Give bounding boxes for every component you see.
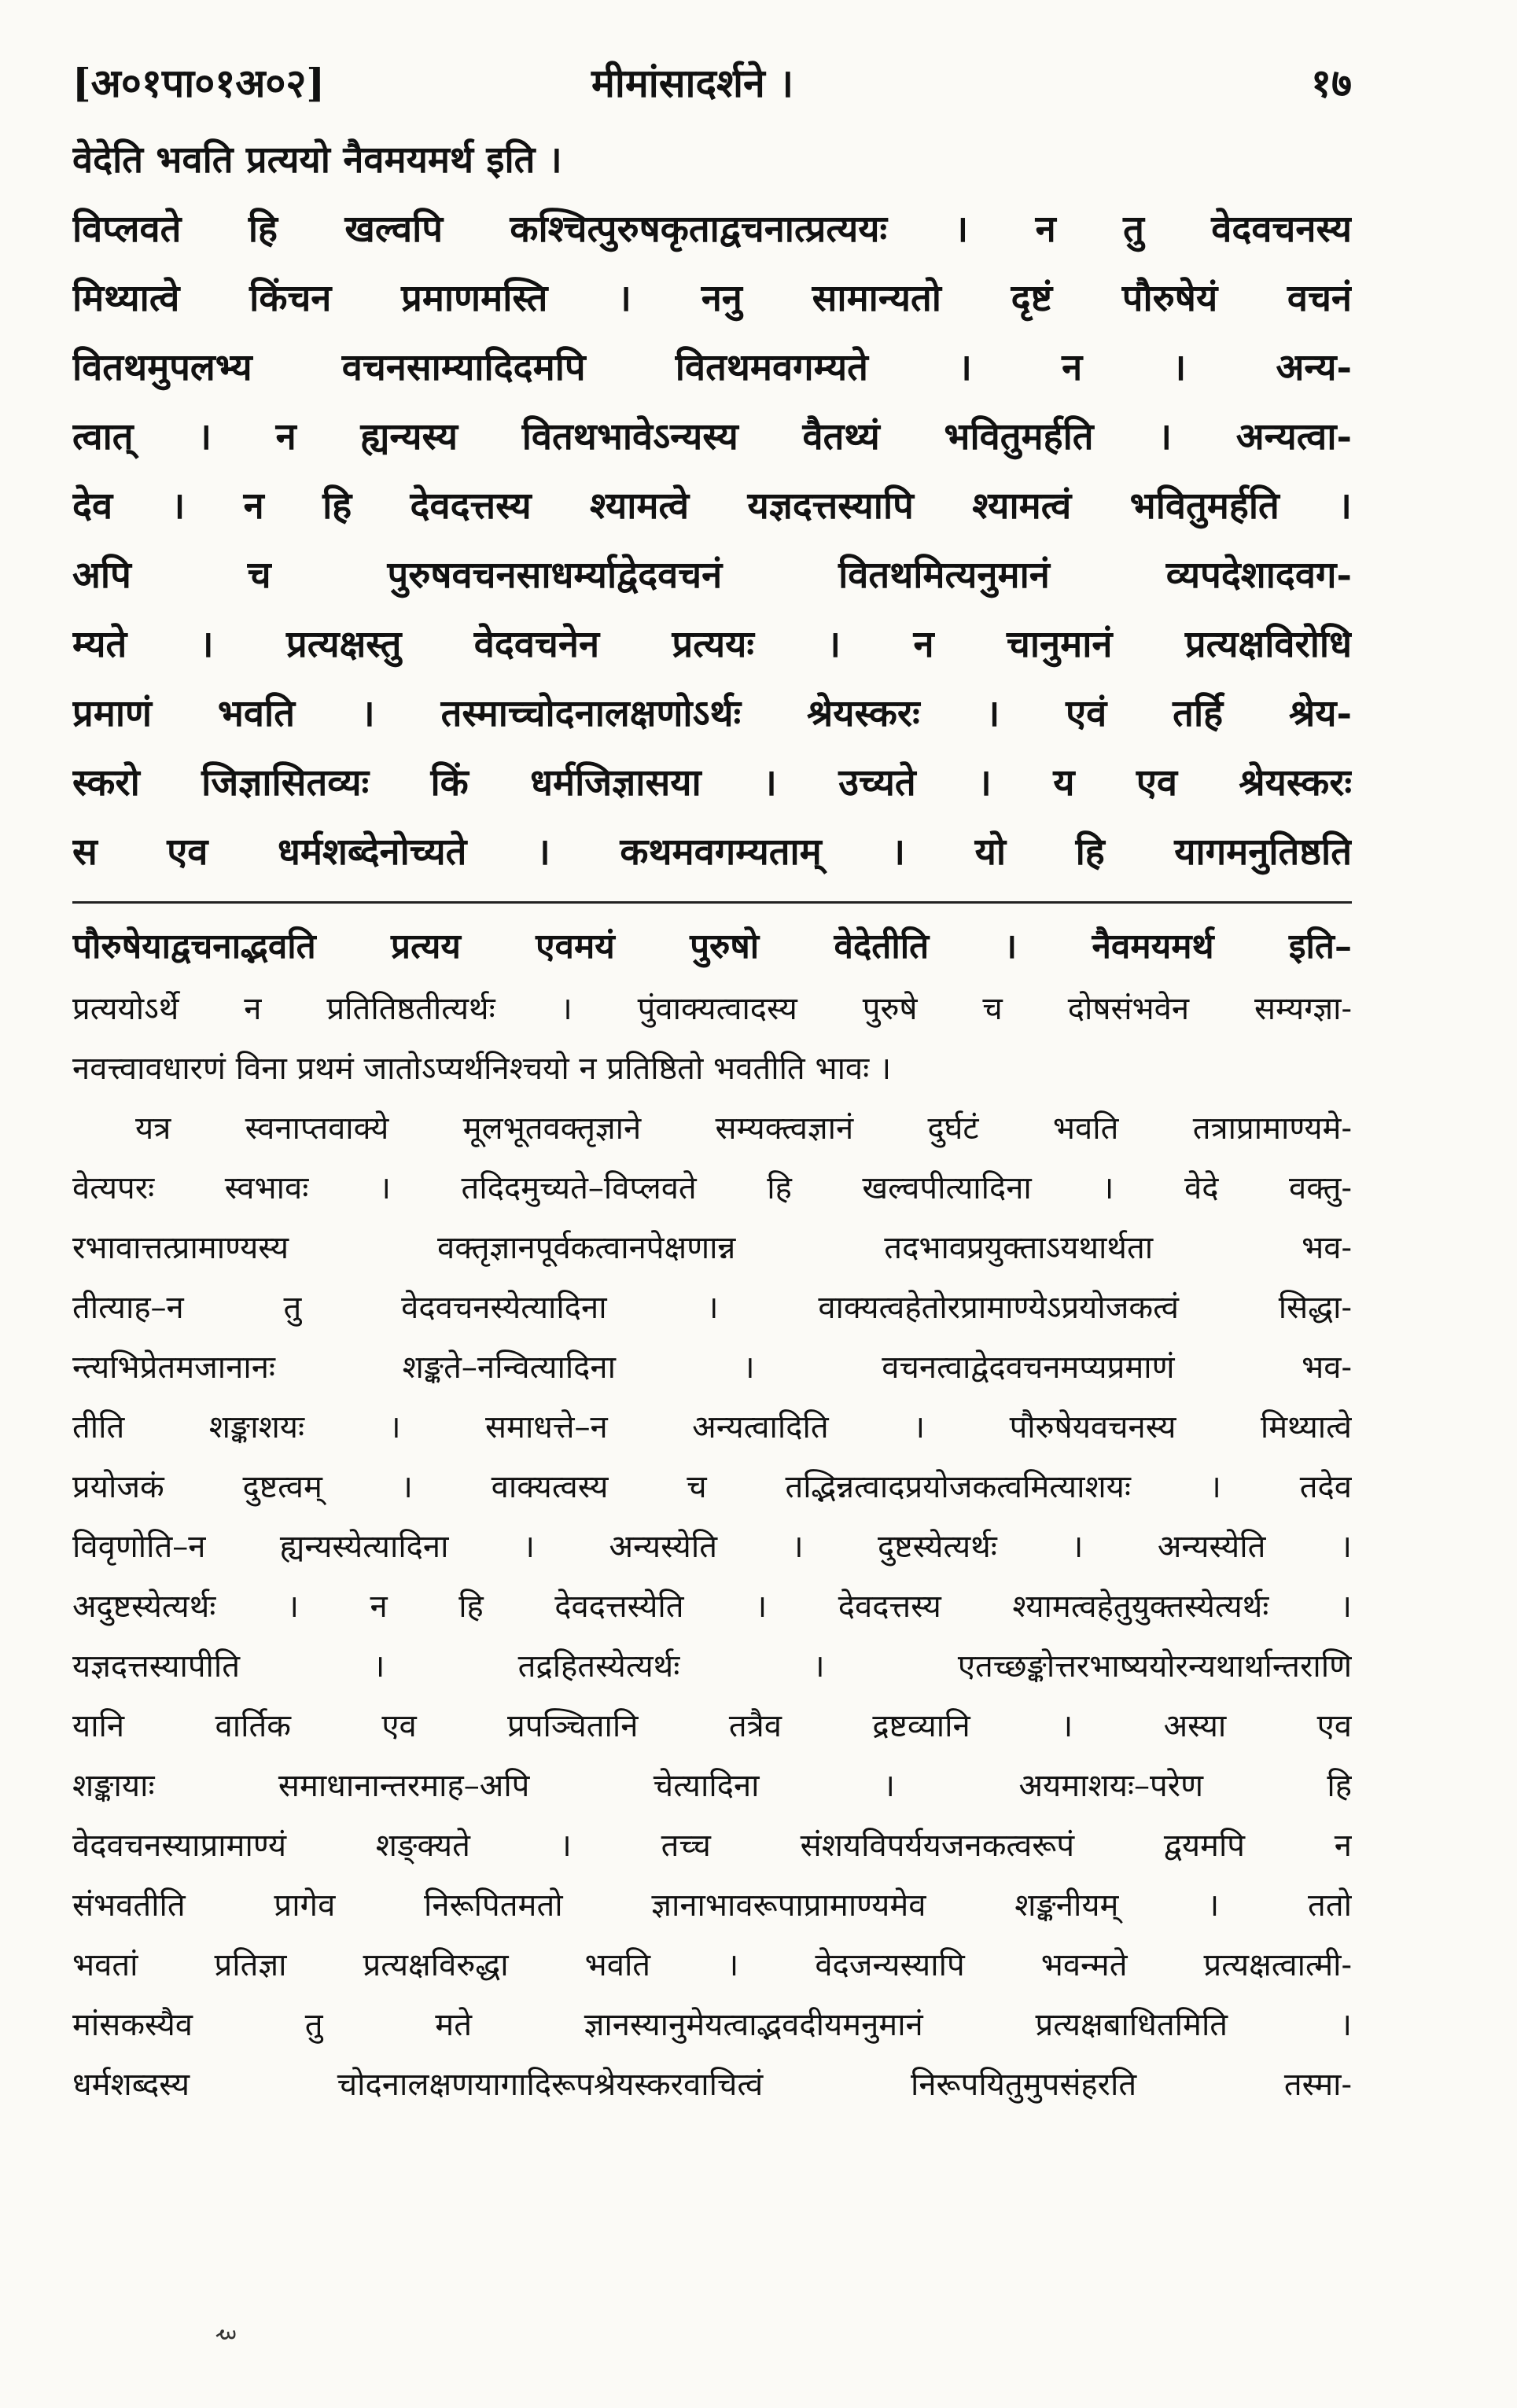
section-divider (72, 901, 1352, 904)
commentary-line: तीत्याह–न तु वेदवचनस्येत्यादिना । वाक्यत्वहेतोरप्रामाण्येऽप्रयोजकत्वं सिद्धा- (72, 1290, 1352, 1326)
commentary-line: न्त्यभिप्रेतमजानानः शङ्कते–नन्वित्यादिना । वचनत्वाद्वेदवचनमप्यप्रमाणं भव- (72, 1349, 1352, 1386)
main-text-line: अपि च पुरुषवचनसाधर्म्याद्वेदवचनं वितथमित्यनुमानं व्यपदेशादवग- (72, 554, 1352, 597)
commentary-line: नवत्त्वावधारणं विना प्रथमं जातोऽप्यर्थनिश्चयो न प्रतिष्ठितो भवतीति भावः । (72, 1051, 892, 1087)
commentary-line: भवतां प्रतिज्ञा प्रत्यक्षविरुद्धा भवति । वेदजन्यस्यापि भवन्मते प्रत्यक्षत्वात्मी- (72, 1947, 1352, 1983)
commentary-line: तीति शङ्काशयः । समाधत्ते–न अन्यत्वादिति । पौरुषेयवचनस्य मिथ्यात्वे (72, 1409, 1352, 1445)
commentary-line: पौरुषेयाद्वचनाद्भवति प्रत्यय एवमयं पुरुषो वेदेतीति । नैवमयमर्थ इति– (72, 926, 1352, 967)
commentary-line: रभावात्तत्प्रामाण्यस्य वक्तृज्ञानपूर्वकत्वानपेक्षणान्न तदभावप्रयुक्ताऽयथार्थता भव- (72, 1230, 1352, 1266)
main-text-line: त्वात् । न ह्यन्यस्य वितथभावेऽन्यस्य वैतथ्यं भवितुमर्हति । अन्यत्वा- (72, 415, 1352, 458)
main-text-line: वेदेति भवति प्रत्ययो नैवमयमर्थ इति । (72, 138, 562, 182)
main-text-block (72, 126, 1352, 887)
commentary-line: यानि वार्तिक एव प्रपञ्चितानि तत्रैव द्रष्टव्यानि । अस्या एव (72, 1708, 1352, 1744)
commentary-line: विवृणोति–न ह्यन्यस्येत्यादिना । अन्यस्येति । दुष्टस्येत्यर्थः । अन्यस्येति । (72, 1529, 1352, 1565)
commentary-line: धर्मशब्दस्य चोदनालक्षणयागादिरूपश्रेयस्करवाचित्वं निरूपयितुमुपसंहरति तस्मा- (72, 2067, 1352, 2103)
commentary-line: संभवतीति प्रागेव निरूपितमतो ज्ञानाभावरूपाप्रामाण्यमेव शङ्कनीयम् । ततो (72, 1887, 1352, 1924)
main-text-line: मिथ्यात्वे किंचन प्रमाणमस्ति । ननु सामान्यतो दृष्टं पौरुषेयं वचनं (72, 277, 1352, 320)
page-number: १७ (1311, 60, 1352, 106)
main-text-line: प्रमाणं भवति । तस्माच्चोदनालक्षणोऽर्थः श्रेयस्करः । एवं तर्हि श्रेय- (72, 692, 1352, 735)
commentary-line: वेदवचनस्याप्रामाण्यं शङ्क्यते । तच्च संशयविपर्ययजनकत्वरूपं द्वयमपि न (72, 1828, 1352, 1864)
commentary-line: यत्र स्वनाप्तवाक्ये मूलभूतवक्तृज्ञाने सम्यक्त्वज्ञानं दुर्घटं भवति तत्राप्रामाण्यमे- (135, 1110, 1352, 1147)
commentary-line: प्रयोजकं दुष्टत्वम् । वाक्यत्वस्य च तद्भिन्नत्वादप्रयोजकत्वमित्याशयः । तदेव (72, 1469, 1352, 1505)
commentary-line: प्रत्ययोऽर्थे न प्रतितिष्ठतीत्यर्थः । पुंवाक्यत्वादस्य पुरुषे च दोषसंभवेन सम्यग्ज्ञा- (72, 991, 1352, 1027)
signature-mark: ३ (212, 2328, 243, 2342)
main-text-line: देव । न हि देवदत्तस्य श्यामत्वे यज्ञदत्तस्यापि श्यामत्वं भवितुमर्हति । (72, 484, 1352, 528)
running-title: मीमांसादर्शने । (591, 60, 794, 106)
main-text-line: विप्लवते हि खल्वपि कश्चित्पुरुषकृताद्वचनात्प्रत्ययः । न तु वेदवचनस्य (72, 208, 1352, 251)
commentary-line: वेत्यपरः स्वभावः । तदिदमुच्यते–विप्लवते हि खल्वपीत्यादिना । वेदे वक्तु- (72, 1170, 1352, 1206)
commentary-line: अदुष्टस्येत्यर्थः । न हि देवदत्तस्येति । देवदत्तस्य श्यामत्वहेतुयुक्तस्येत्यर्थः । (72, 1589, 1352, 1625)
chapter-reference: [अ०१पा०१अ०२] (72, 60, 326, 106)
main-text-line: म्यते । प्रत्यक्षस्तु वेदवचनेन प्रत्ययः । न चानुमानं प्रत्यक्षविरोधि (72, 623, 1352, 666)
page-header (72, 47, 1352, 118)
commentary-line: यज्ञदत्तस्यापीति । तद्रहितस्येत्यर्थः । एतच्छङ्कोत्तरभाष्ययोरन्यथार्थान्तराणि (72, 1648, 1352, 1684)
commentary-line: मांसकस्यैव तु मते ज्ञानस्यानुमेयत्वाद्भवदीयमनुमानं प्रत्यक्षबाधितमिति । (72, 2007, 1352, 2043)
commentary-block (72, 915, 1352, 2115)
main-text-line: स्करो जिज्ञासितव्यः किं धर्मजिज्ञासया । उच्यते । य एव श्रेयस्करः (72, 761, 1352, 805)
commentary-line: शङ्कायाः समाधानान्तरमाह–अपि चेत्यादिना । अयमाशयः–परेण हि (72, 1768, 1352, 1804)
main-text-line: वितथमुपलभ्य वचनसाम्यादिदमपि वितथमवगम्यते । न । अन्य- (72, 346, 1352, 389)
main-text-line: स एव धर्मशब्देनोच्यते । कथमवगम्यताम् । यो हि यागमनुतिष्ठति (72, 830, 1352, 874)
